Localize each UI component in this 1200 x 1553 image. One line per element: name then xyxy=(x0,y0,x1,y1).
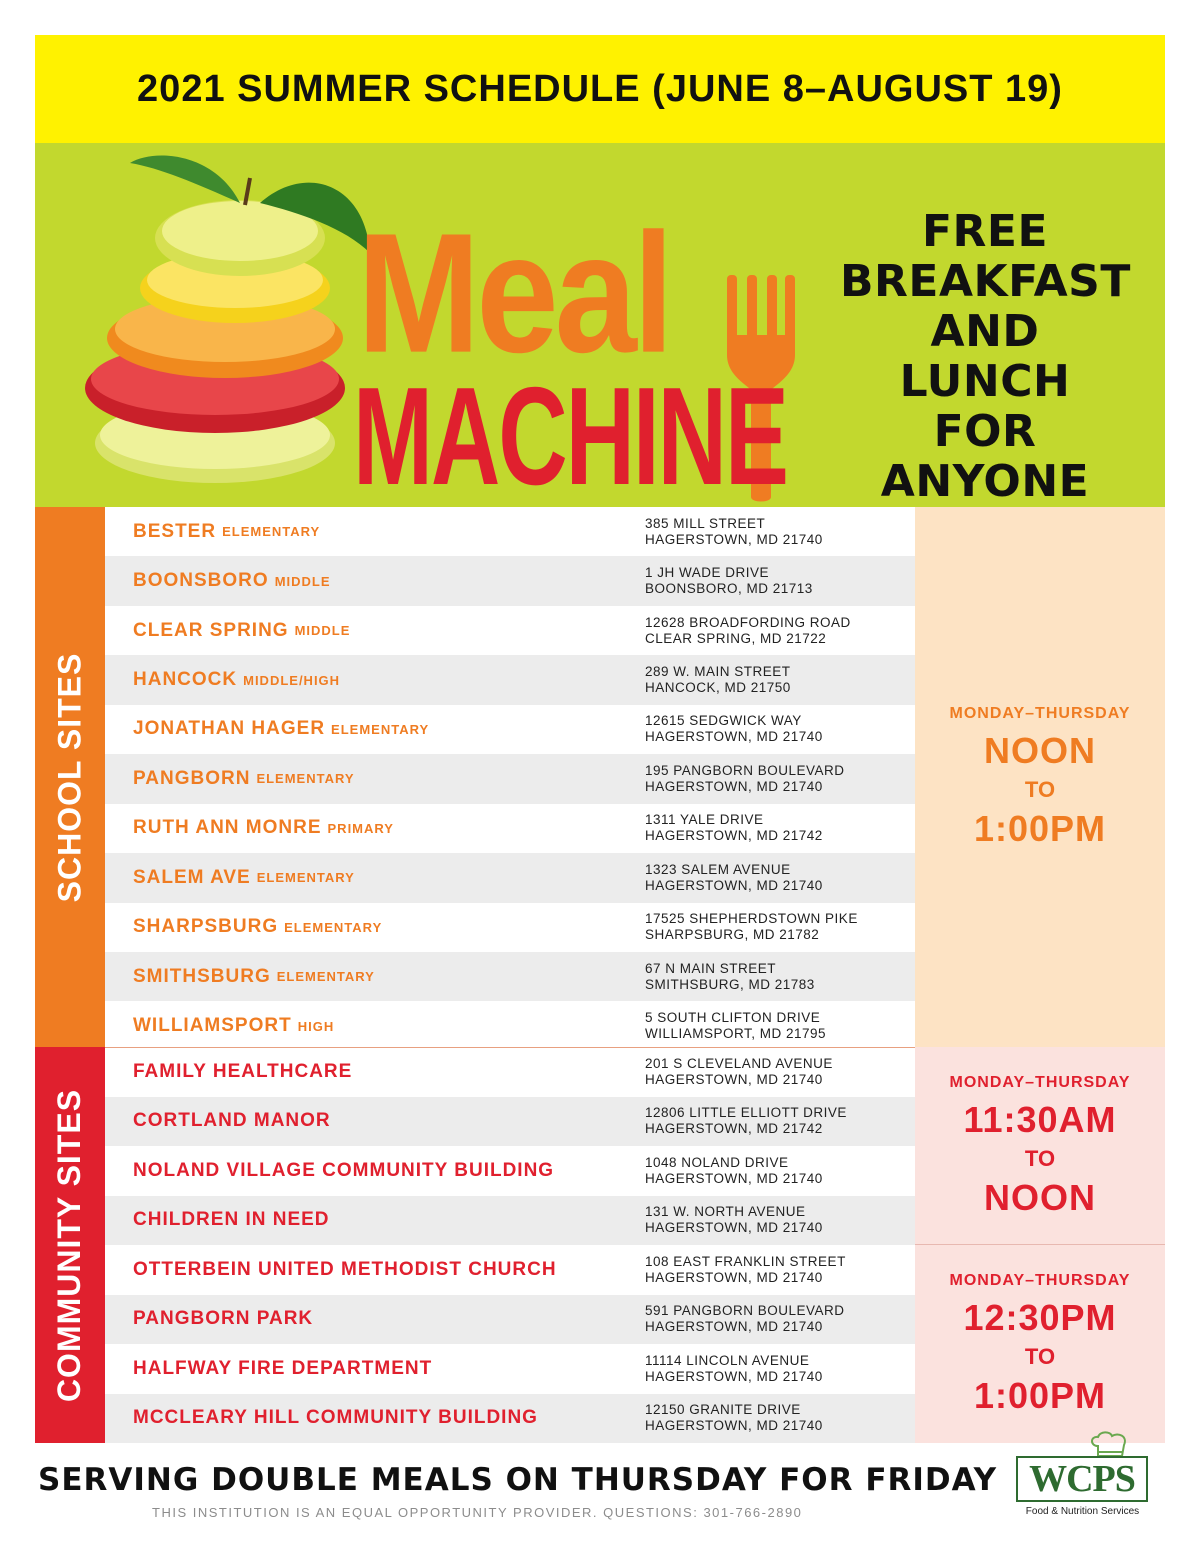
site-address xyxy=(645,705,823,754)
site-name xyxy=(133,952,375,1001)
serving-end: 1:00PM xyxy=(973,1375,1107,1416)
address-line-2: HAGERSTOWN, MD 21742 xyxy=(645,1121,823,1137)
address-line-2: HAGERSTOWN, MD 21740 xyxy=(645,1319,823,1335)
address-line-2: HAGERSTOWN, MD 21740 xyxy=(645,729,823,745)
site-address xyxy=(645,1295,845,1345)
site-type: ELEMENTARY xyxy=(331,721,430,737)
table-row xyxy=(105,507,915,556)
serving-start: 11:30AM xyxy=(963,1098,1117,1140)
site-name xyxy=(133,655,340,704)
site-type: ELEMENTARY xyxy=(256,771,355,787)
community-sites-side-label: COMMUNITY SITES xyxy=(35,1047,105,1443)
address-line-2: HAGERSTOWN, MD 21740 xyxy=(645,778,823,794)
site-address xyxy=(645,952,815,1001)
address-line-2: HAGERSTOWN, MD 21740 xyxy=(645,1071,823,1087)
site-address xyxy=(645,655,791,704)
site-address xyxy=(645,1047,833,1097)
community-serving-time-1 xyxy=(915,1047,1165,1245)
site-name-main: SALEM AVE xyxy=(133,866,251,888)
serving-to: TO xyxy=(1024,777,1056,802)
table-row xyxy=(105,804,915,853)
table-row xyxy=(105,705,915,754)
serving-to: TO xyxy=(1024,1145,1056,1171)
site-name xyxy=(133,1047,352,1097)
site-name xyxy=(133,606,350,655)
address-line-2: HAGERSTOWN, MD 21740 xyxy=(645,1418,823,1434)
address-line-1: 385 MILL STREET xyxy=(645,515,766,531)
site-name xyxy=(133,1344,432,1394)
site-address xyxy=(645,1196,823,1246)
address-line-2: SMITHSBURG, MD 21783 xyxy=(645,976,815,992)
site-type: ELEMENTARY xyxy=(276,969,375,985)
address-line-1: 201 S CLEVELAND AVENUE xyxy=(645,1055,833,1071)
school-sites-section xyxy=(35,507,1165,1047)
table-row xyxy=(105,1245,915,1295)
tagline-line: FREE xyxy=(921,206,1049,257)
logo-machine-text: MACHINE xyxy=(353,359,787,515)
address-line-2: HAGERSTOWN, MD 21740 xyxy=(645,1220,823,1236)
table-row xyxy=(105,1047,915,1097)
site-address xyxy=(645,1001,826,1050)
hero-section xyxy=(35,143,1165,515)
site-name xyxy=(133,1097,331,1147)
site-name xyxy=(133,1146,554,1196)
address-line-2: HAGERSTOWN, MD 21742 xyxy=(645,828,823,844)
wcps-wordmark: WCPS xyxy=(1029,1458,1135,1500)
site-name-main: MCCLEARY HILL COMMUNITY BUILDING xyxy=(133,1407,538,1429)
school-sites-side-label: SCHOOL SITES xyxy=(35,507,105,1047)
address-line-2: HAGERSTOWN, MD 21740 xyxy=(645,877,823,893)
logo-meal-text: Meal xyxy=(357,198,671,389)
table-row xyxy=(105,655,915,704)
address-line-2: HAGERSTOWN, MD 21740 xyxy=(645,1170,823,1186)
site-address xyxy=(645,1146,823,1196)
site-name-main: CORTLAND MANOR xyxy=(133,1110,331,1132)
serving-start: 12:30PM xyxy=(963,1297,1117,1338)
community-serving-time-2 xyxy=(915,1245,1165,1443)
community-sites-list xyxy=(105,1047,915,1443)
site-name-main: SHARPSBURG xyxy=(133,916,279,938)
footer-headline: SERVING DOUBLE MEALS ON THURSDAY FOR FRIDAY xyxy=(38,1462,998,1498)
site-address xyxy=(645,804,823,853)
site-name-main: BESTER xyxy=(133,520,217,542)
site-address xyxy=(645,754,845,803)
table-row xyxy=(105,1001,915,1050)
site-address xyxy=(645,853,823,902)
site-name xyxy=(133,1295,313,1345)
address-line-1: 11114 LINCOLN AVENUE xyxy=(645,1352,810,1368)
site-name-main: JONATHAN HAGER xyxy=(133,718,326,740)
site-address xyxy=(645,606,851,655)
address-line-2: HAGERSTOWN, MD 21740 xyxy=(645,1269,823,1285)
site-name xyxy=(133,903,382,952)
site-address xyxy=(645,1097,847,1147)
site-address xyxy=(645,1245,846,1295)
address-line-1: 1048 NOLAND DRIVE xyxy=(645,1154,789,1170)
address-line-1: 131 W. NORTH AVENUE xyxy=(645,1204,806,1220)
address-line-2: HAGERSTOWN, MD 21740 xyxy=(645,531,823,547)
serving-to: TO xyxy=(1024,1344,1056,1369)
address-line-2: HANCOCK, MD 21750 xyxy=(645,680,791,696)
site-name-main: PANGBORN PARK xyxy=(133,1308,314,1330)
table-row xyxy=(105,556,915,605)
site-name-main: RUTH ANN MONRE xyxy=(133,817,322,839)
address-line-1: 12806 LITTLE ELLIOTT DRIVE xyxy=(645,1105,847,1121)
address-line-2: WILLIAMSPORT, MD 21795 xyxy=(645,1026,827,1042)
site-name xyxy=(133,804,394,853)
address-line-1: 12150 GRANITE DRIVE xyxy=(645,1402,801,1418)
site-type: MIDDLE xyxy=(294,623,351,639)
wcps-logo xyxy=(1010,1432,1155,1524)
sites-schedule xyxy=(35,507,1165,1443)
table-row xyxy=(105,952,915,1001)
table-row xyxy=(105,903,915,952)
table-row xyxy=(105,1196,915,1246)
site-name xyxy=(133,1394,538,1444)
stacked-fruit-illustration xyxy=(65,143,385,483)
address-line-1: 1 JH WADE DRIVE xyxy=(645,565,770,581)
site-name xyxy=(133,705,429,754)
wcps-subtitle: Food & Nutrition Services xyxy=(1025,1506,1140,1517)
site-name-main: WILLIAMSPORT xyxy=(133,1015,292,1037)
site-name-main: HANCOCK xyxy=(133,669,238,691)
table-row xyxy=(105,1295,915,1345)
address-line-1: 195 PANGBORN BOULEVARD xyxy=(645,762,845,778)
site-address xyxy=(645,903,858,952)
serving-start: NOON xyxy=(984,730,1096,771)
table-row xyxy=(105,606,915,655)
serving-days: MONDAY–THURSDAY xyxy=(949,1272,1131,1289)
address-line-1: 289 W. MAIN STREET xyxy=(645,664,791,680)
site-name xyxy=(133,1245,557,1295)
address-line-1: 12628 BROADFORDING ROAD xyxy=(645,614,851,630)
site-type: ELEMENTARY xyxy=(256,870,355,886)
site-type: MIDDLE xyxy=(274,573,331,589)
site-name-main: HALFWAY FIRE DEPARTMENT xyxy=(133,1357,433,1379)
site-type: PRIMARY xyxy=(327,820,394,836)
site-name-main: CLEAR SPRING xyxy=(133,619,289,641)
site-type: ELEMENTARY xyxy=(222,524,321,540)
address-line-2: BOONSBORO, MD 21713 xyxy=(645,581,813,597)
site-name-main: PANGBORN xyxy=(133,767,251,789)
address-line-1: 12615 SEDGWICK WAY xyxy=(645,713,802,729)
serving-days: MONDAY–THURSDAY xyxy=(949,1073,1131,1091)
community-sites-section xyxy=(35,1047,1165,1443)
address-line-1: 17525 SHEPHERDSTOWN PIKE xyxy=(645,911,858,927)
serving-end: NOON xyxy=(984,1176,1096,1218)
page-title: 2021 SUMMER SCHEDULE (JUNE 8–AUGUST 19) xyxy=(137,67,1063,110)
site-type: HIGH xyxy=(297,1018,335,1034)
school-sites-list xyxy=(105,507,915,1051)
table-row xyxy=(105,1344,915,1394)
site-address xyxy=(645,1344,823,1394)
site-type: ELEMENTARY xyxy=(284,919,383,935)
site-name xyxy=(133,1001,334,1050)
table-row xyxy=(105,1394,915,1444)
address-line-1: 108 EAST FRANKLIN STREET xyxy=(645,1253,846,1269)
site-name-main: NOLAND VILLAGE COMMUNITY BUILDING xyxy=(133,1159,555,1181)
address-line-2: SHARPSBURG, MD 21782 xyxy=(645,927,820,943)
address-line-1: 1311 YALE DRIVE xyxy=(645,812,764,828)
serving-end: 1:00PM xyxy=(973,808,1107,849)
wcps-wordmark-box xyxy=(1016,1456,1148,1502)
site-address xyxy=(645,1394,823,1444)
address-line-2: CLEAR SPRING, MD 21722 xyxy=(645,630,827,646)
site-address xyxy=(645,507,823,556)
header-banner xyxy=(35,35,1165,143)
tagline-line: AND LUNCH xyxy=(899,306,1071,407)
site-type: MIDDLE/HIGH xyxy=(243,672,341,688)
site-address xyxy=(645,556,813,605)
site-name xyxy=(133,853,355,902)
address-line-2: HAGERSTOWN, MD 21740 xyxy=(645,1368,823,1384)
site-name xyxy=(133,556,331,605)
address-line-1: 67 N MAIN STREET xyxy=(645,960,777,976)
school-serving-time xyxy=(915,507,1165,1047)
site-name xyxy=(133,1196,330,1246)
serving-days: MONDAY–THURSDAY xyxy=(949,705,1131,722)
site-name-main: SMITHSBURG xyxy=(133,965,271,987)
site-name-main: OTTERBEIN UNITED METHODIST CHURCH xyxy=(133,1258,557,1280)
site-name xyxy=(133,754,355,803)
site-name-main: BOONSBORO xyxy=(133,570,269,592)
table-row xyxy=(105,853,915,902)
address-line-1: 5 SOUTH CLIFTON DRIVE xyxy=(645,1010,821,1026)
tagline-line: BREAKFAST xyxy=(840,256,1131,307)
table-row xyxy=(105,1146,915,1196)
table-row xyxy=(105,754,915,803)
table-row xyxy=(105,1097,915,1147)
footer-notice: THIS INSTITUTION IS AN EQUAL OPPORTUNITY PROVIDER. QUESTIONS: 301-766-2890 xyxy=(152,1505,803,1520)
site-name-main: FAMILY HEALTHCARE xyxy=(133,1060,353,1082)
address-line-1: 1323 SALEM AVENUE xyxy=(645,861,791,877)
site-name-main: CHILDREN IN NEED xyxy=(133,1209,330,1231)
site-name xyxy=(133,507,320,556)
address-line-1: 591 PANGBORN BOULEVARD xyxy=(645,1303,845,1319)
tagline-line: FOR ANYONE xyxy=(880,406,1090,507)
